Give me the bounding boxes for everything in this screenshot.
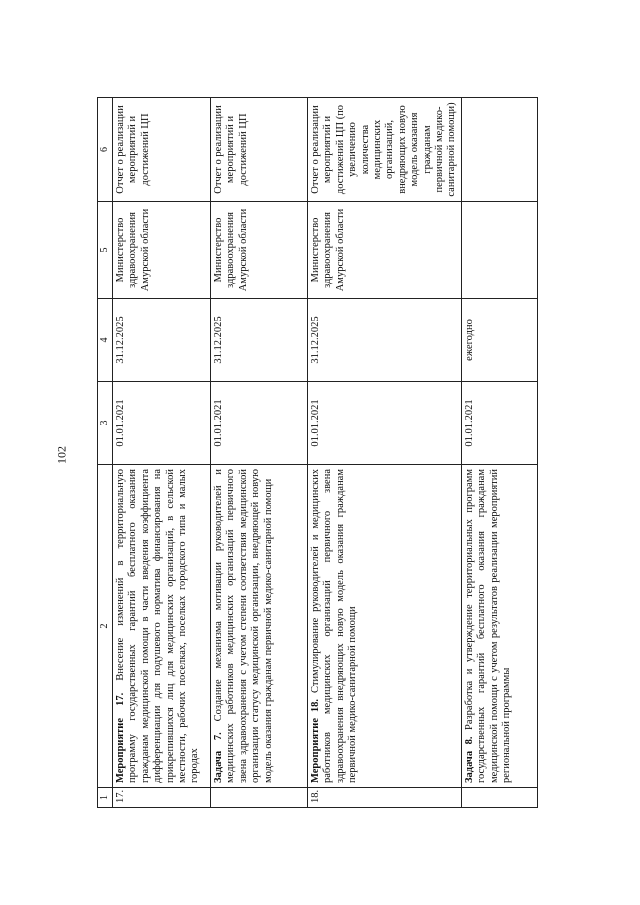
row-number: [211, 788, 308, 808]
row-responsible: Министерство здравоохранения Амурской области: [211, 202, 308, 299]
row-label: Мероприятие 17.: [115, 692, 126, 783]
table-row: [461, 98, 537, 808]
row-text: Внесение изменений в территориальную программу государственных гарантий бесплатного оказания гражданам медицинской помощи в части введения коэффициента дифференциации для подушевого норматива финансирования на прикрепившихся лиц для медицинских организаций, в сельской местности, рабочих поселках, поселках городского типа и малых городах: [115, 468, 201, 783]
row-label: Мероприятие 18.: [310, 698, 321, 783]
column-header: 6: [98, 98, 113, 202]
row-label: Задача 8.: [463, 736, 475, 783]
activities-table: [97, 97, 538, 808]
row-responsible: Министерство здравоохранения Амурской области: [308, 202, 462, 299]
row-start-date: 01.01.2021: [211, 382, 308, 465]
page-number: 102: [54, 446, 69, 464]
row-report: Отчет о реализации мероприятий и достижений ЦП: [113, 98, 211, 202]
row-text: Разработка и утверждение территориальных программ государственных гарантий бесплатного оказания гражданам медицинской помощи с учетом результатов реализации мероприятий региональной программы: [463, 469, 513, 783]
row-report: Отчет о реализации мероприятий и достижений ЦП (по увеличению количества медицинских организаций, внедряющих новую модель оказания гражданам первичной медико-санитарной помощи): [308, 98, 462, 202]
table-row: [308, 98, 462, 808]
row-number: 18.: [308, 788, 462, 808]
table-header-row: [98, 98, 113, 808]
row-report: Отчет о реализации мероприятий и достижений ЦП: [211, 98, 308, 202]
row-number: [461, 788, 537, 808]
column-header: 5: [98, 202, 113, 299]
row-text: Создание механизма мотивации руководителей и медицинских работников медицинских организаций первичного звена здравоохранения с учетом степени соответствия медицинской организации статусу медицинской организации, внедряющей новую модель оказания гражданам первичной медико-санитарной помощи: [213, 468, 274, 783]
column-header: 3: [98, 382, 113, 465]
row-responsible: [461, 202, 537, 299]
row-description: [113, 465, 211, 788]
table-row: [113, 98, 211, 808]
rotated-landscape-content: [97, 98, 513, 808]
row-end-date: ежегодно: [461, 299, 537, 382]
row-responsible: Министерство здравоохранения Амурской области: [113, 202, 211, 299]
row-description: [211, 465, 308, 788]
row-end-date: 31.12.2025: [113, 299, 211, 382]
row-text: Стимулирование руководителей и медицинских работников медицинских организаций первичного звена здравоохранения внедряющих новую модель оказания гражданам первичной медико-санитарной помощи: [310, 469, 359, 783]
column-header: 4: [98, 299, 113, 382]
row-start-date: 01.01.2021: [113, 382, 211, 465]
row-label: Задача 7.: [213, 732, 224, 783]
table-row: [211, 98, 308, 808]
row-number: 17.: [113, 788, 211, 808]
row-end-date: 31.12.2025: [211, 299, 308, 382]
row-description: [308, 465, 462, 788]
row-description: [461, 465, 537, 788]
row-end-date: 31.12.2025: [308, 299, 462, 382]
column-header: 1: [98, 788, 113, 808]
row-report: [461, 98, 537, 202]
row-start-date: 01.01.2021: [461, 382, 537, 465]
row-start-date: 01.01.2021: [308, 382, 462, 465]
column-header: 2: [98, 465, 113, 788]
